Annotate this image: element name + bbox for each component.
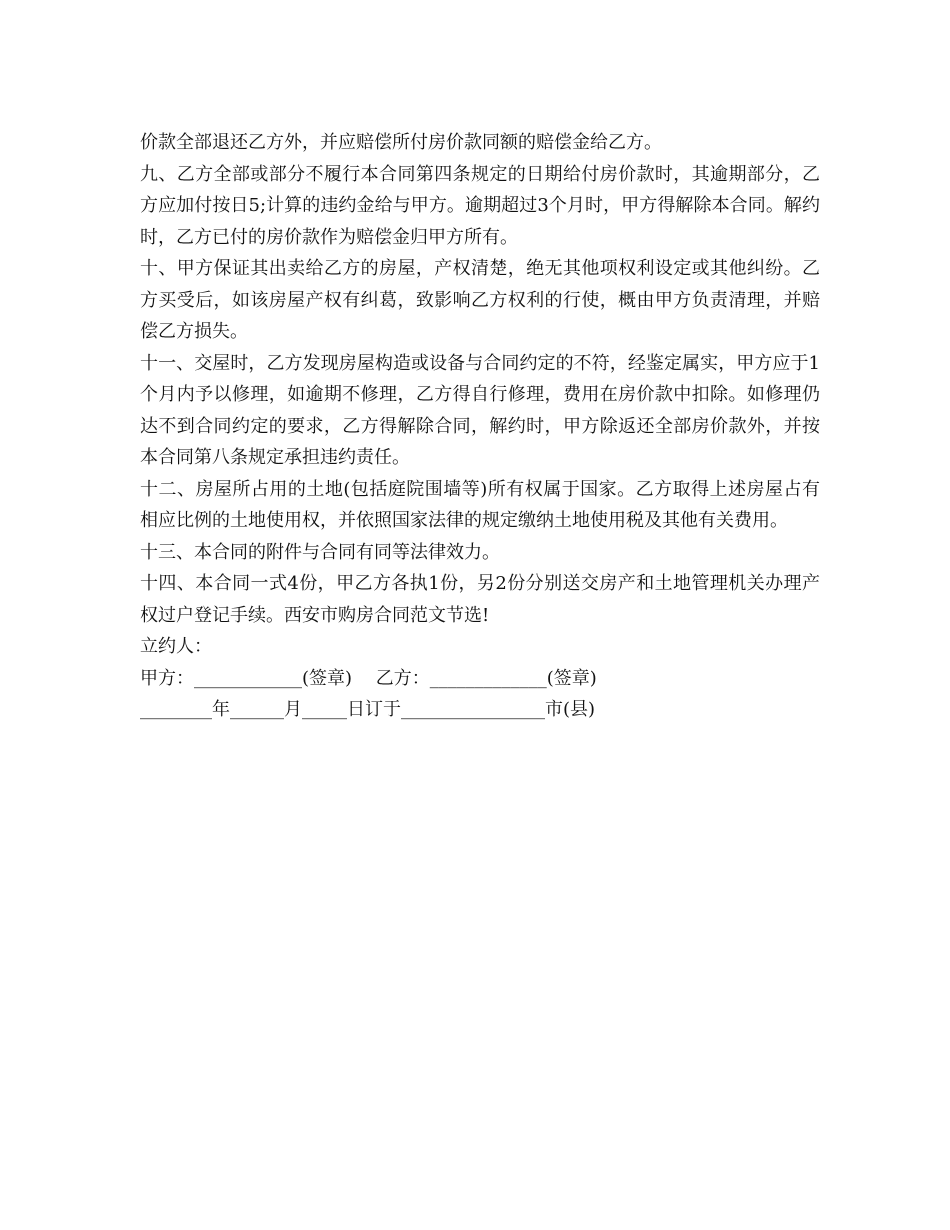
- contract-text: [140, 127, 820, 726]
- clause-12: 十二、房屋所占用的土地(包括庭院围墙等)所有权属于国家。乙方取得上述房屋占有相应比例的土地使用权，并依照国家法律的规定缴纳土地使用税及其他有关费用。: [140, 478, 820, 531]
- date-place-line: ________年______月_____日订于________________市(县): [140, 699, 596, 720]
- clause-10: 十、甲方保证其出卖给乙方的房屋，产权清楚，绝无其他项权利设定或其他纠纷。乙方买受后，如该房屋产权有纠葛，致影响乙方权利的行使，概由甲方负责清理，并赔偿乙方损失。: [140, 258, 820, 342]
- clause-14: 十四、本合同一式4份，甲乙方各执1份，另2份分别送交房产和土地管理机关办理产权过户登记手续。西安市购房合同范文节选!: [140, 573, 820, 626]
- signature-line: 甲方：____________(签章) 乙方：_____________(签章): [140, 667, 597, 689]
- clause-continuation: 价款全部退还乙方外，并应赔偿所付房价款同额的赔偿金给乙方。: [140, 132, 662, 153]
- signatories-label: 立约人：: [140, 636, 212, 657]
- clause-13: 十三、本合同的附件与合同有同等法律效力。: [140, 541, 500, 563]
- clause-11: 十一、交屋时，乙方发现房屋构造或设备与合同约定的不符，经鉴定属实，甲方应于1个月内予以修理，如逾期不修理，乙方得自行修理，费用在房价款中扣除。如修理仍达不到合同约定的要求，乙方得解除合同，解约时，甲方除返还全部房价款外，并按本合同第八条规定承担违约责任。: [140, 352, 820, 468]
- clause-9: 九、乙方全部或部分不履行本合同第四条规定的日期给付房价款时，其逾期部分，乙方应加付按日5;计算的违约金给与甲方。逾期超过3个月时，甲方得解除本合同。解约时，乙方已付的房价款作为赔偿金归甲方所有。: [140, 163, 820, 248]
